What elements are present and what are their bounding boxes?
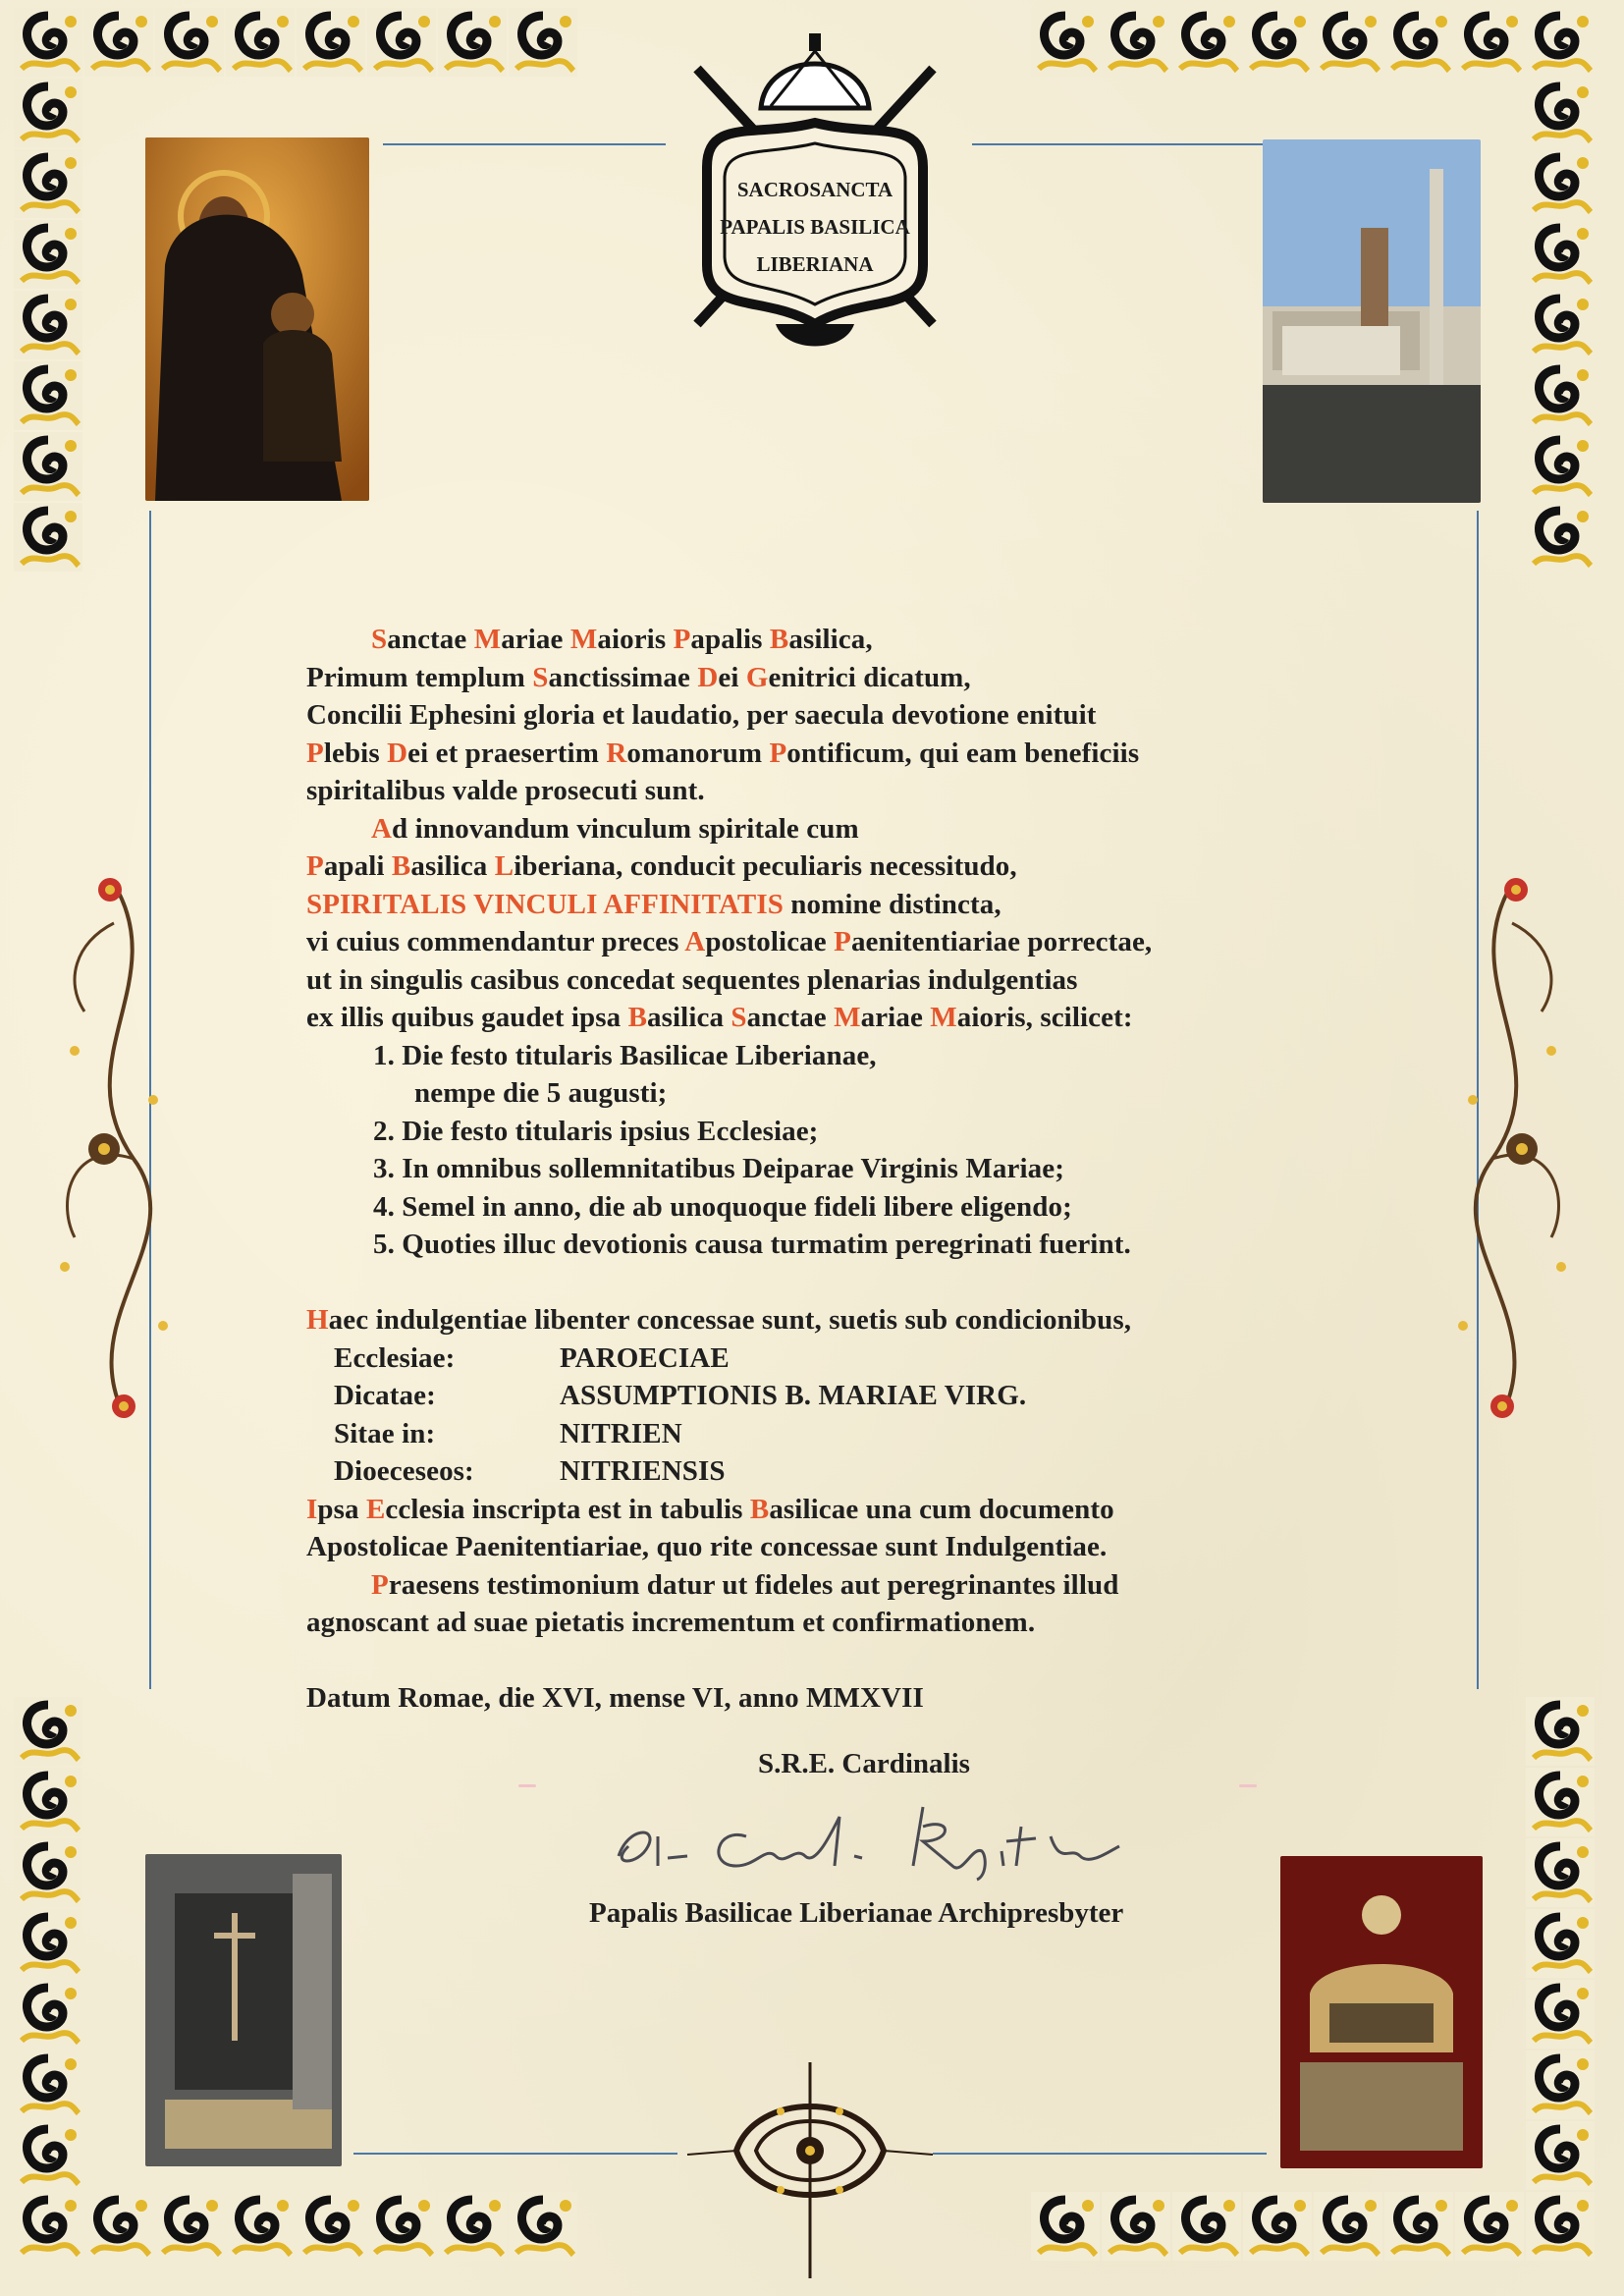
text-run: raesens testimonium datur ut fideles aut peregrinantes illud	[388, 1568, 1119, 1601]
paragraph-affinity	[306, 810, 1327, 1037]
text-run: enitrici dicatum,	[768, 661, 971, 693]
decor-mark	[1239, 1784, 1257, 1787]
initial-letter: P	[371, 1568, 389, 1601]
chapel-crucifix-image	[145, 1854, 342, 2166]
text-run: omanorum	[626, 737, 770, 769]
initial-letter: M	[569, 624, 598, 655]
text-run: asilica	[410, 850, 495, 882]
initial-letter: D	[697, 661, 719, 693]
indulgence-item: 2. Die festo titularis ipsius Ecclesiae;	[373, 1115, 819, 1147]
field-label: Ecclesiae:	[334, 1341, 456, 1374]
initial-letter: R	[606, 737, 627, 769]
text-run: aec indulgentiae libenter concessae sunt, suetis sub condicionibus,	[328, 1304, 1132, 1336]
text-run: Apostolicae Paenitentiariae, quo rite concessae sunt Indulgentiae.	[306, 1531, 1108, 1562]
initial-letter: S	[532, 661, 549, 693]
field-label: Dicatae:	[334, 1380, 436, 1411]
text-run: Concilii Ephesini gloria et laudatio, per saecula devotione enituit	[306, 699, 1097, 731]
text-run: apalis	[690, 624, 770, 655]
initial-letter: P	[834, 926, 851, 957]
initial-letter: H	[306, 1304, 329, 1336]
text-line	[306, 659, 1327, 697]
text-run: nomine distincta,	[783, 888, 1001, 920]
text-run: anctissimae	[548, 661, 698, 693]
text-line	[306, 886, 1327, 924]
initial-letter: A	[684, 926, 706, 957]
initial-letter: M	[930, 1002, 957, 1033]
text-run: spiritalibus valde prosecuti sunt.	[306, 775, 705, 806]
initial-letter: D	[387, 737, 408, 769]
field-value: ASSUMPTIONIS B. MARIAE VIRG.	[560, 1380, 1027, 1411]
initial-letter: P	[306, 850, 324, 882]
floral-vine-icon	[35, 864, 183, 1439]
text-run: anctae	[387, 624, 474, 655]
text-line	[306, 1528, 1327, 1566]
church-fields	[306, 1339, 1327, 1491]
indulgence-item: 1. Die festo titularis Basilicae Liberianae,	[373, 1039, 877, 1071]
text-line	[306, 1301, 1327, 1339]
issue-date: Datum Romae, die XVI, mense VI, anno MMXVII	[306, 1681, 924, 1714]
paragraph-registration	[306, 1491, 1327, 1566]
seal-text-line-2: PAPALIS BASILICA	[720, 215, 910, 239]
initial-letter: M	[834, 1002, 861, 1033]
initial-letter: E	[365, 1493, 386, 1525]
field-label: Dioeceseos:	[334, 1455, 474, 1487]
indulgence-item: 3. In omnibus sollemnitatibus Deiparae Virginis Mariae;	[373, 1153, 1064, 1184]
papal-basilica-seal-icon	[668, 29, 962, 383]
initial-letter: P	[673, 624, 691, 655]
initial-letter: B	[769, 624, 789, 655]
initial-letter: S	[371, 624, 388, 655]
church-field-row	[306, 1339, 1327, 1378]
text-line	[306, 847, 1327, 886]
certificate-body	[306, 621, 1327, 1717]
text-run: postolicae	[705, 926, 835, 957]
floral-vine-icon	[1443, 864, 1591, 1439]
text-run: ei et praesertim	[407, 737, 607, 769]
basilica-facade-image	[1263, 139, 1481, 503]
text-run: aioris	[597, 624, 674, 655]
text-line	[306, 1491, 1327, 1529]
text-run: ei	[718, 661, 746, 693]
text-run: asilica	[647, 1002, 731, 1033]
text-run: anctae	[746, 1002, 835, 1033]
text-run: ex illis quibus gaudet ipsa	[306, 1002, 628, 1033]
initial-letter: L	[494, 850, 514, 882]
church-field-row	[306, 1452, 1327, 1491]
filigree-ornament-icon	[677, 2052, 943, 2293]
paragraph-conditions	[306, 1301, 1327, 1339]
text-run: asilica,	[788, 624, 873, 655]
initial-letter: I	[306, 1493, 318, 1525]
seal-text-line-1: SACROSANCTA	[736, 178, 893, 201]
decor-mark	[518, 1784, 536, 1787]
field-label: Sitae in:	[334, 1417, 436, 1449]
indulgence-item: nempe die 5 augusti;	[414, 1077, 668, 1109]
text-run: psa	[317, 1493, 366, 1525]
text-line	[306, 999, 1327, 1037]
church-field-row	[306, 1377, 1327, 1415]
highlight-phrase: SPIRITALIS VINCULI AFFINITATIS	[306, 888, 784, 920]
text-run: aioris, scilicet:	[956, 1002, 1133, 1033]
initial-letter: B	[627, 1002, 648, 1033]
text-line	[306, 810, 1327, 848]
initial-letter: B	[391, 850, 411, 882]
paragraph-intro	[306, 621, 1327, 810]
field-value: NITRIENSIS	[560, 1455, 726, 1487]
initial-letter: P	[769, 737, 787, 769]
signatory-title: S.R.E. Cardinalis	[758, 1748, 970, 1779]
text-run: ut in singulis casibus concedat sequentes plenarias indulgentias	[306, 963, 1078, 996]
paragraph-testimony	[306, 1566, 1327, 1642]
initial-letter: M	[473, 624, 502, 655]
initial-letter: B	[749, 1493, 770, 1525]
initial-letter: G	[745, 661, 769, 693]
text-line	[306, 696, 1327, 735]
text-line	[306, 1604, 1327, 1642]
text-line	[306, 1566, 1327, 1605]
text-run: aenitentiariae porrectae,	[850, 926, 1153, 957]
text-line	[306, 621, 1327, 659]
indulgence-list	[306, 1037, 1327, 1264]
text-line	[306, 772, 1327, 810]
text-run: lebis	[323, 737, 388, 769]
text-run: Primum templum	[306, 661, 533, 693]
madonna-icon-image	[145, 137, 369, 501]
church-field-row	[306, 1415, 1327, 1453]
text-line	[306, 923, 1327, 961]
text-run: iberiana, conducit peculiaris necessitudo,	[514, 850, 1017, 882]
text-run: cclesia inscripta est in tabulis	[385, 1493, 750, 1525]
seal-text-line-3: LIBERIANA	[756, 252, 874, 276]
text-run: apali	[323, 850, 392, 882]
initial-letter: S	[731, 1002, 747, 1033]
indulgence-item: 5. Quoties illuc devotionis causa turmatim peregrinati fuerint.	[373, 1229, 1131, 1260]
cardinal-signature	[599, 1797, 1149, 1890]
field-value: NITRIEN	[560, 1417, 682, 1449]
text-run: vi cuius commendantur preces	[306, 926, 685, 957]
text-run: d innovandum vinculum spiritale cum	[392, 812, 859, 845]
text-run: ontificum, qui eam beneficiis	[786, 737, 1140, 769]
initial-letter: P	[306, 737, 324, 769]
signatory-subtitle: Papalis Basilicae Liberianae Archipresbyter	[589, 1897, 1124, 1929]
basilica-seal	[668, 29, 962, 383]
text-run: asilicae una cum documento	[769, 1493, 1114, 1525]
initial-letter: A	[371, 812, 393, 845]
text-line	[306, 961, 1327, 1000]
text-run: agnoscant ad suae pietatis incrementum et confirmationem.	[306, 1607, 1036, 1638]
reliquary-image	[1280, 1856, 1483, 2168]
text-run: ariae	[501, 624, 570, 655]
field-value: PAROECIAE	[560, 1341, 730, 1374]
indulgence-item: 4. Semel in anno, die ab unoquoque fideli libere eligendo;	[373, 1190, 1072, 1223]
text-run: ariae	[860, 1002, 931, 1033]
text-line	[306, 735, 1327, 773]
